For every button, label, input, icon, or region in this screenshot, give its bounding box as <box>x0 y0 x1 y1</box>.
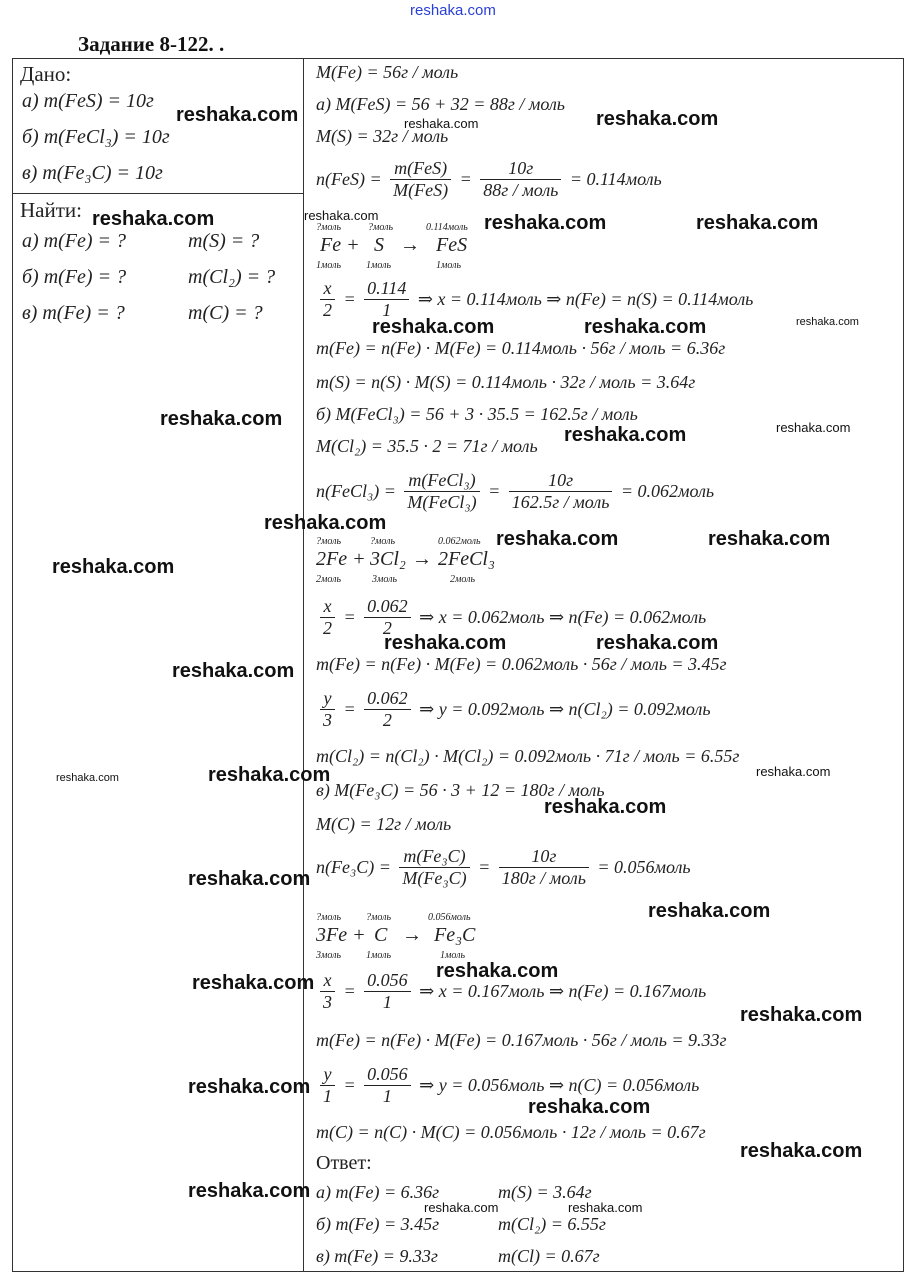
given-item: в) m(Fe₃C) = 10г <box>22 162 163 184</box>
denominator: 88г / моль <box>483 180 559 200</box>
solution-line: M(S) = 32г / моль <box>316 126 449 146</box>
denominator: M(FeCl₃) <box>407 492 477 512</box>
solution-line: M(C) = 12г / моль <box>316 814 452 834</box>
numerator: 0.056 <box>364 970 411 992</box>
solution-line: m(Fe) = n(Fe) · M(Fe) = 0.114моль · 56г / моль = 6.36г <box>316 338 726 358</box>
watermark: reshaka.com <box>496 528 619 550</box>
find-label: Найти: <box>20 198 82 222</box>
watermark: reshaka.com <box>596 632 719 654</box>
watermark: reshaka.com <box>404 116 479 131</box>
watermark: reshaka.com <box>708 528 831 550</box>
given-label: Дано: <box>20 62 72 86</box>
denominator: 2 <box>323 618 332 638</box>
proportion-result: ⇒ x = 0.114моль ⇒ n(Fe) = n(S) = 0.114моль <box>417 289 754 309</box>
proportion-result: ⇒ x = 0.167моль ⇒ n(Fe) = 0.167моль <box>419 981 707 1001</box>
find-item: m(C) = ? <box>188 302 263 324</box>
reaction-bottom: 1моль <box>366 260 392 271</box>
reaction-bottom: 1моль <box>436 260 462 271</box>
proportion-line: $\frac{x}{3}$ = $\frac{0.056}{1}$ ⇒ x = 0.167моль ⇒ n(Fe) = 0.167моль <box>316 970 706 1013</box>
answer-item: а) m(Fe) = 6.36г <box>316 1182 440 1202</box>
denominator: 3 <box>323 710 332 730</box>
denominator: 1 <box>323 1086 332 1106</box>
formula-line: n(FeS) = $\frac{\text{m(FeS)}}{\text{M(FeS)}}$ = $\frac{10г}{\text{88г / моль}}$ = 0.114моль <box>316 158 662 200</box>
formula-line: n(FeCl₃) = $\frac{\text{m(FeCl₃)}}{\text{M(FeCl₃)}}$ = $\frac{10г}{\text{162.5г / моль}}$ = 0.062моль <box>316 470 715 512</box>
formula-result: = 0.062моль <box>620 481 715 501</box>
watermark: reshaka.com <box>596 108 719 130</box>
given-find-divider <box>12 193 304 194</box>
solution-line: б) M(FeCl₃) = 56 + 3 · 35.5 = 162.5г / моль <box>316 404 638 424</box>
reaction-top: ?моль <box>366 912 392 923</box>
watermark: reshaka.com <box>568 1200 643 1215</box>
reaction-top: ?моль <box>316 912 342 923</box>
fraction <box>390 158 451 201</box>
find-item: в) m(Fe) = ? <box>22 302 125 324</box>
watermark: reshaka.com <box>52 556 175 578</box>
fraction <box>399 846 469 889</box>
fraction <box>480 158 561 201</box>
formula-result: = 0.056моль <box>597 857 691 877</box>
reaction-bottom: 1моль <box>366 950 392 961</box>
reaction-top: 0.056моль <box>428 912 471 923</box>
denominator: 180г / моль <box>501 868 586 888</box>
reaction-bottom: 1моль <box>440 950 466 961</box>
reaction-species: 3Cl₂ <box>370 548 406 570</box>
watermark: reshaka.com <box>372 316 495 338</box>
denominator: 1 <box>382 992 392 1012</box>
numerator: 10г <box>480 158 561 180</box>
answer-item: б) m(Fe) = 3.45г <box>316 1214 440 1234</box>
fraction <box>320 1064 335 1107</box>
reaction-bottom: 3моль <box>316 950 342 961</box>
watermark: reshaka.com <box>172 660 295 682</box>
reaction-top: ?моль <box>316 536 342 547</box>
numerator: m(FeCl₃) <box>404 470 479 492</box>
watermark: reshaka.com <box>740 1140 863 1162</box>
find-item: б) m(Fe) = ? <box>22 266 127 288</box>
watermark: reshaka.com <box>92 208 215 230</box>
numerator: 0.062 <box>364 688 411 710</box>
numerator: 0.056 <box>364 1064 411 1086</box>
solution-line: а) M(FeS) = 56 + 32 = 88г / моль <box>316 94 566 114</box>
denominator: 2 <box>323 300 332 320</box>
numerator: 10г <box>509 470 613 492</box>
watermark: reshaka.com <box>696 212 819 234</box>
watermark: reshaka.com <box>564 424 687 446</box>
watermark: reshaka.com <box>544 796 667 818</box>
proportion-result: ⇒ y = 0.092моль ⇒ n(Cl₂) = 0.092моль <box>419 699 711 719</box>
fraction <box>404 470 479 513</box>
denominator: 2 <box>382 618 392 638</box>
given-item: б) m(FeCl₃) = 10г <box>22 126 170 148</box>
proportion-line: $\frac{y}{1}$ = $\frac{0.056}{1}$ ⇒ y = 0.056моль ⇒ n(C) = 0.056моль <box>316 1064 699 1107</box>
formula-line: n(Fe₃C) = $\frac{\text{m(Fe₃C)}}{\text{M(Fe₃C)}}$ = $\frac{10г}{\text{180г / моль}}$ = 0.056моль <box>316 846 691 888</box>
source-site-label: reshaka.com <box>410 2 496 19</box>
watermark: reshaka.com <box>160 408 283 430</box>
formula-lhs: n(Fe₃C) = <box>316 857 391 877</box>
fraction <box>320 970 335 1013</box>
watermark: reshaka.com <box>188 1076 311 1098</box>
answer-item: m(Cl) = 0.67г <box>498 1246 600 1266</box>
fraction <box>364 970 411 1013</box>
reaction-top: ?моль <box>316 222 342 233</box>
reaction-top: 0.114моль <box>426 222 468 233</box>
solution-line: m(Cl₂) = n(Cl₂) · M(Cl₂) = 0.092моль · 71г / моль = 6.55г <box>316 746 740 766</box>
watermark: reshaka.com <box>740 1004 863 1026</box>
reaction-arrow: → <box>400 234 420 256</box>
watermark: reshaka.com <box>208 764 331 786</box>
fraction <box>320 596 335 639</box>
watermark: reshaka.com <box>264 512 387 534</box>
answer-label: Ответ: <box>316 1152 372 1174</box>
reaction-top: 0.062моль <box>438 536 481 547</box>
numerator: m(Fe₃C) <box>399 846 469 868</box>
watermark: reshaka.com <box>176 104 299 126</box>
denominator: M(Fe₃C) <box>402 868 467 888</box>
watermark: reshaka.com <box>484 212 607 234</box>
watermark: reshaka.com <box>796 316 859 328</box>
watermark: reshaka.com <box>304 208 379 223</box>
fraction <box>499 846 589 889</box>
denominator: 162.5г / моль <box>511 492 610 512</box>
watermark: reshaka.com <box>192 972 315 994</box>
watermark: reshaka.com <box>776 420 851 435</box>
answer-item: m(Cl₂) = 6.55г <box>498 1214 606 1234</box>
task-title: Задание 8-122. . <box>78 32 225 56</box>
solution-line: M(Fe) = 56г / моль <box>316 62 459 82</box>
numerator: y <box>320 688 335 710</box>
reaction-top: ?моль <box>370 536 396 547</box>
find-item: m(Cl₂) = ? <box>188 266 276 288</box>
fraction <box>320 688 335 731</box>
reaction-bottom: 2моль <box>316 574 342 585</box>
denominator: 2 <box>382 710 392 730</box>
proportion-line: $\frac{y}{3}$ = $\frac{0.062}{2}$ ⇒ y = 0.092моль ⇒ n(Cl₂) = 0.092моль <box>316 688 711 731</box>
find-item: а) m(Fe) = ? <box>22 230 127 252</box>
watermark: reshaka.com <box>384 632 507 654</box>
watermark: reshaka.com <box>756 764 831 779</box>
proportion-result: ⇒ x = 0.062моль ⇒ n(Fe) = 0.062моль <box>419 607 707 627</box>
solution-line: M(Cl₂) = 35.5 · 2 = 71г / моль <box>316 436 538 456</box>
proportion-line: $\frac{x}{2}$ = $\frac{0.114}{1}$ ⇒ x = 0.114моль ⇒ n(Fe) = n(S) = 0.114моль <box>316 278 753 321</box>
solution-line: m(S) = n(S) · M(S) = 0.114моль · 32г / моль = 3.64г <box>316 372 696 392</box>
fraction <box>364 688 411 731</box>
answer-item: m(S) = 3.64г <box>498 1182 592 1202</box>
fraction <box>364 278 409 321</box>
denominator: 1 <box>382 300 392 320</box>
numerator: 0.114 <box>364 278 409 300</box>
watermark: reshaka.com <box>188 868 311 890</box>
reaction-top: ?моль <box>368 222 394 233</box>
denominator: 1 <box>382 1086 392 1106</box>
watermark: reshaka.com <box>56 772 119 784</box>
solution-line: в) M(Fe₃C) = 56 · 3 + 12 = 180г / моль <box>316 780 605 800</box>
solution-line: m(C) = n(C) · M(C) = 0.056моль · 12г / моль = 0.67г <box>316 1122 706 1142</box>
denominator: M(FeS) <box>393 180 449 200</box>
reaction-species: 2FeCl₃ <box>438 548 495 570</box>
watermark: reshaka.com <box>584 316 707 338</box>
solution-line: m(Fe) = n(Fe) · M(Fe) = 0.167моль · 56г / моль = 9.33г <box>316 1030 727 1050</box>
numerator: x <box>320 596 335 618</box>
fraction <box>364 1064 411 1107</box>
watermark: reshaka.com <box>528 1096 651 1118</box>
watermark: reshaka.com <box>424 1200 499 1215</box>
proportion-result: ⇒ y = 0.056моль ⇒ n(C) = 0.056моль <box>419 1075 700 1095</box>
formula-lhs: n(FeS) = <box>316 169 382 189</box>
reaction-species: FeS <box>436 234 468 256</box>
find-item: m(S) = ? <box>188 230 260 252</box>
reaction-species: Fe + <box>320 234 360 256</box>
reaction-species: 2Fe + <box>316 548 366 570</box>
reaction-species: 3Fe + <box>316 924 366 946</box>
fraction <box>320 278 335 321</box>
watermark: reshaka.com <box>188 1180 311 1202</box>
numerator: x <box>320 278 335 300</box>
numerator: y <box>320 1064 335 1086</box>
numerator: x <box>320 970 335 992</box>
numerator: m(FeS) <box>390 158 451 180</box>
watermark: reshaka.com <box>436 960 559 982</box>
formula-lhs: n(FeCl₃) = <box>316 481 396 501</box>
watermark: reshaka.com <box>648 900 771 922</box>
solution-line: m(Fe) = n(Fe) · M(Fe) = 0.062моль · 56г / моль = 3.45г <box>316 654 727 674</box>
given-item: а) m(FeS) = 10г <box>22 90 154 112</box>
reaction-arrow: → <box>402 924 422 946</box>
reaction-bottom: 3моль <box>372 574 398 585</box>
reaction-species: C <box>374 924 388 946</box>
reaction-bottom: 1моль <box>316 260 342 271</box>
reaction-species: Fe₃C <box>434 924 476 946</box>
reaction-arrow: → <box>412 548 432 570</box>
formula-result: = 0.114моль <box>569 169 662 189</box>
reaction-species: S <box>374 234 384 256</box>
answer-item: в) m(Fe) = 9.33г <box>316 1246 438 1266</box>
denominator: 3 <box>323 992 332 1012</box>
proportion-line: $\frac{x}{2}$ = $\frac{0.062}{2}$ ⇒ x = 0.062моль ⇒ n(Fe) = 0.062моль <box>316 596 706 639</box>
reaction-bottom: 2моль <box>450 574 476 585</box>
numerator: 10г <box>499 846 589 868</box>
numerator: 0.062 <box>364 596 411 618</box>
fraction <box>509 470 613 513</box>
